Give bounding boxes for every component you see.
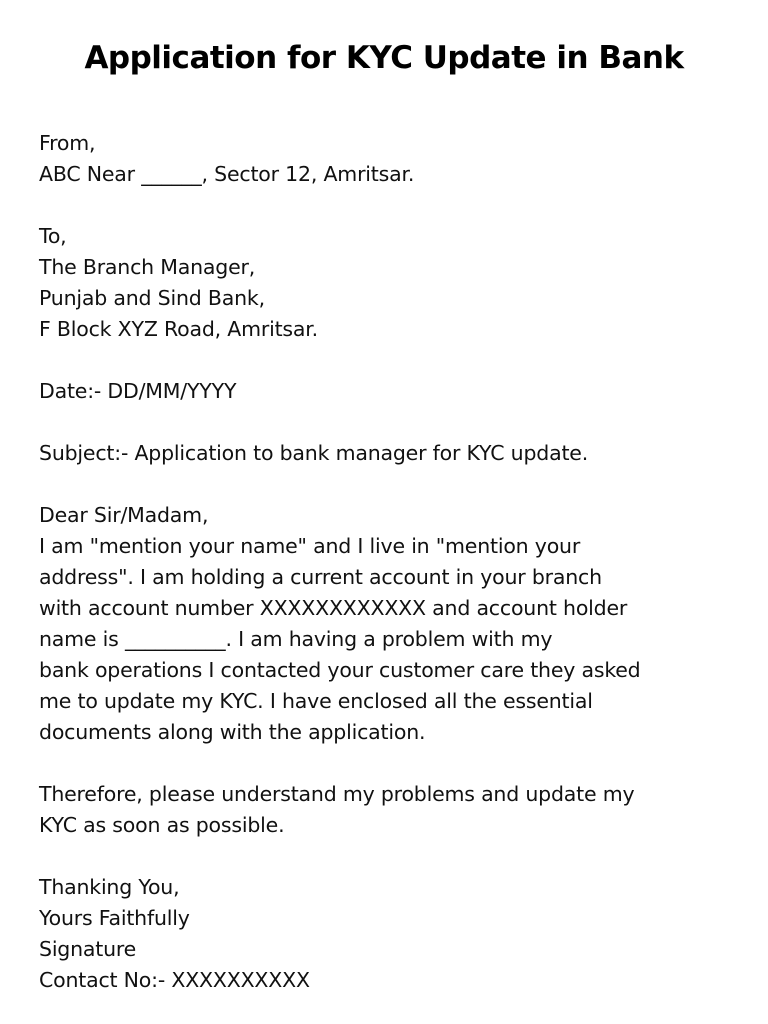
- body-line: documents along with the application.: [39, 720, 426, 744]
- to-line: The Branch Manager,: [39, 255, 256, 279]
- salutation: Dear Sir/Madam,: [39, 503, 209, 527]
- from-label: From,: [39, 131, 96, 155]
- closing-line: KYC as soon as possible.: [39, 813, 285, 837]
- to-line: F Block XYZ Road, Amritsar.: [39, 317, 318, 341]
- to-label: To,: [39, 224, 67, 248]
- body-line: address". I am holding a current account in your branch: [39, 565, 602, 589]
- body-line: me to update my KYC. I have enclosed all the essential: [39, 689, 593, 713]
- signoff-line: Thanking You,: [39, 875, 180, 899]
- page-title: Application for KYC Update in Bank: [84, 40, 684, 76]
- body-line: with account number XXXXXXXXXXXX and account holder: [39, 596, 628, 620]
- from-address: ABC Near ______, Sector 12, Amritsar.: [39, 162, 415, 186]
- body-line: bank operations I contacted your customer care they asked: [39, 658, 641, 682]
- body-line: name is __________. I am having a problem with my: [39, 627, 553, 651]
- to-line: Punjab and Sind Bank,: [39, 286, 265, 310]
- closing-line: Therefore, please understand my problems and update my: [39, 782, 635, 806]
- subject-line: Subject:- Application to bank manager for KYC update.: [39, 441, 589, 465]
- contact-line: Contact No:- XXXXXXXXXX: [39, 968, 310, 992]
- date-line: Date:- DD/MM/YYYY: [39, 379, 237, 403]
- body-line: I am "mention your name" and I live in "mention your: [39, 534, 581, 558]
- signoff-line: Signature: [39, 937, 137, 961]
- signoff-line: Yours Faithfully: [39, 906, 190, 930]
